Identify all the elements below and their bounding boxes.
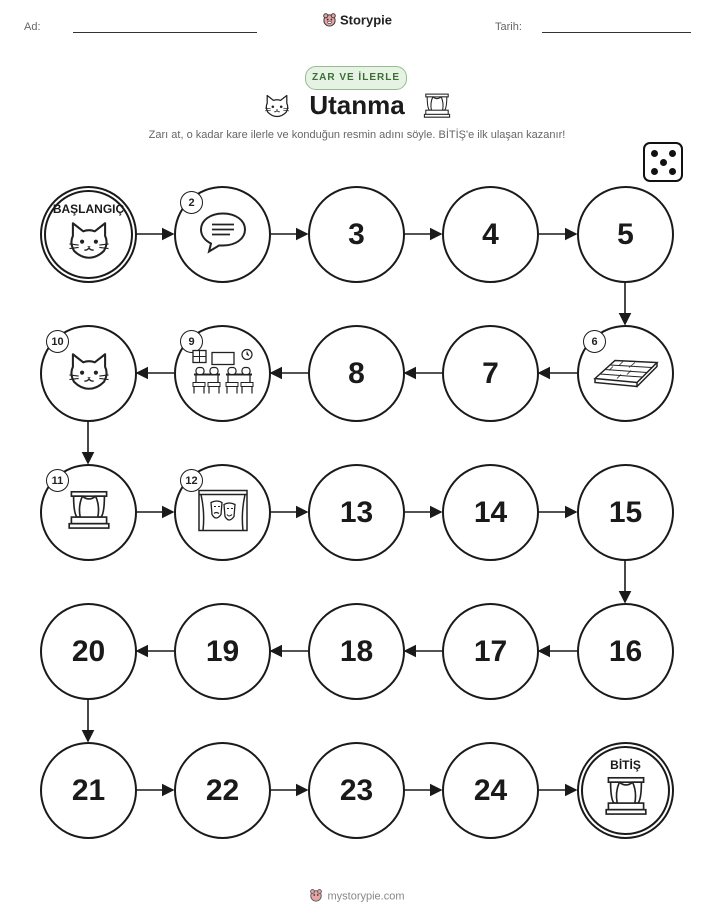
board-space-8 — [308, 325, 405, 422]
board-space-7 — [442, 325, 539, 422]
space-number: 23 — [339, 773, 374, 807]
board-space-3 — [308, 186, 405, 283]
stage-icon — [603, 775, 649, 824]
instructions-text: Zarı at, o kadar kare ilerle ve konduğun resmin adını söyle. BİTİŞ'e ilk ulaşan kazanır! — [148, 129, 566, 141]
stage-icon — [66, 488, 112, 537]
board-space-10 — [40, 325, 137, 422]
mascot-icon — [309, 888, 323, 905]
space-number: 18 — [339, 634, 374, 668]
space-number: 16 — [608, 634, 643, 668]
space-number-badge: 2 — [180, 191, 203, 214]
board-space-9 — [174, 325, 271, 422]
finish-space — [577, 742, 674, 839]
speech-bubble-icon — [198, 210, 248, 259]
space-number: 19 — [205, 634, 240, 668]
space-number: 17 — [473, 634, 508, 668]
brand-name: Storypie — [339, 12, 392, 28]
name-label: Ad: — [24, 21, 41, 33]
board-space-16 — [577, 603, 674, 700]
space-number: 8 — [348, 356, 365, 390]
cat-icon — [66, 350, 112, 397]
board-space-24 — [442, 742, 539, 839]
board-space-19 — [174, 603, 271, 700]
space-number: 14 — [473, 495, 508, 529]
board-space-15 — [577, 464, 674, 561]
space-number-badge: 10 — [46, 330, 69, 353]
board-space-12 — [174, 464, 271, 561]
space-number: 13 — [339, 495, 374, 529]
board-space-14 — [442, 464, 539, 561]
space-number-badge: 9 — [180, 330, 203, 353]
page-title: Utanma — [309, 90, 405, 120]
space-number-badge: 11 — [46, 469, 69, 492]
floorboard-icon — [593, 354, 659, 393]
board-space-11 — [40, 464, 137, 561]
board-space-20 — [40, 603, 137, 700]
space-number: 20 — [71, 634, 106, 668]
theater-masks-icon — [197, 488, 249, 537]
footer-url[interactable]: mystorypie.com — [327, 890, 405, 903]
space-number-badge: 12 — [180, 469, 203, 492]
space-number: 5 — [617, 217, 634, 251]
date-label: Tarih: — [495, 21, 522, 33]
activity-badge: ZAR VE İLERLE — [305, 66, 407, 90]
finish-label: BİTİŞ — [610, 758, 641, 772]
board-space-2 — [174, 186, 271, 283]
footer — [0, 888, 714, 905]
space-number-badge: 6 — [583, 330, 606, 353]
space-number: 4 — [482, 217, 499, 251]
space-number: 24 — [473, 773, 508, 807]
board-space-21 — [40, 742, 137, 839]
start-space — [40, 186, 137, 283]
board-space-4 — [442, 186, 539, 283]
space-number: 22 — [205, 773, 240, 807]
board-space-18 — [308, 603, 405, 700]
space-number: 3 — [348, 217, 365, 251]
board-space-17 — [442, 603, 539, 700]
space-number: 15 — [608, 495, 643, 529]
classroom-icon — [190, 346, 256, 401]
board-space-22 — [174, 742, 271, 839]
board-space-13 — [308, 464, 405, 561]
cat-icon — [66, 220, 112, 267]
space-number: 7 — [482, 356, 499, 390]
start-label: BAŞLANGIÇ — [52, 202, 125, 216]
board-space-6 — [577, 325, 674, 422]
board-space-5 — [577, 186, 674, 283]
board-space-23 — [308, 742, 405, 839]
space-number: 21 — [71, 773, 106, 807]
